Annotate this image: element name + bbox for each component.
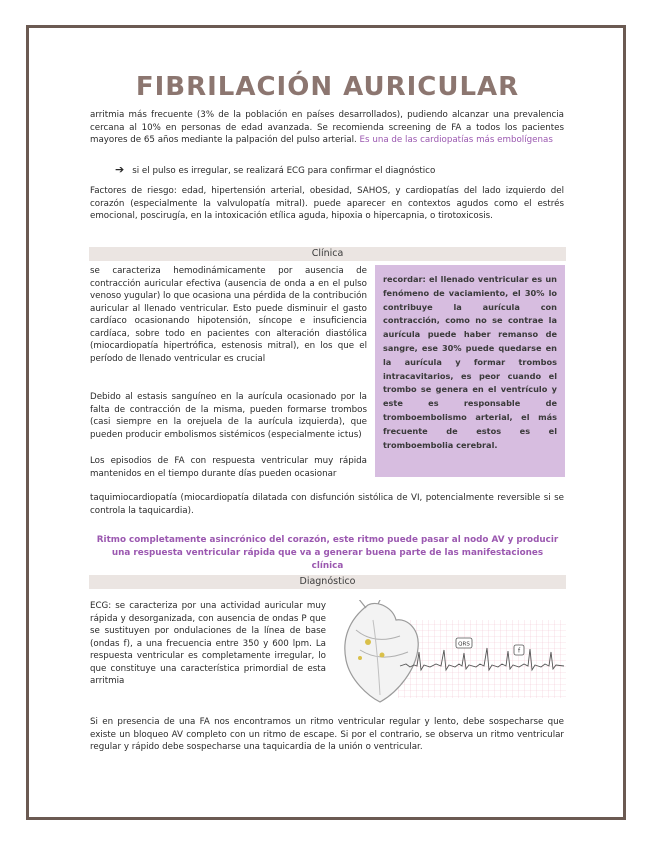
clinica-paragraph-1: se caracteriza hemodinámicamente por ausencia de contracción auricular efectiva (ausencia de onda a en el pulso venoso yugular) lo que ocasiona una pérdida de la contribución auricular al llenado ventricular. Esto puede disminuir el gasto cardíaco ocasionando hipotensión, síncope e insuficiencia cardíaca, sobre todo en pacientes con alteración diastólica (miocardiopatía hipertrófica, estenosis mitral), en los que el período de llenado ventricular es crucial	[90, 266, 367, 364]
diagnostico-paragraph-1: ECG: se caracteriza por una actividad auricular muy rápida y desorganizada, con ausencia de ondas P que se sustituyen por ondulaciones de la línea de base (ondas f), a una frecuencia entre 350 y 600 lpm. La respuesta ventricular es completamente irregular, lo que constituye una característica primordial de esta arritmia	[90, 601, 326, 686]
f-wave-label: f	[517, 647, 521, 655]
ecg-grid	[398, 620, 566, 698]
arrow-right-icon: ➔	[115, 163, 125, 176]
intro-emphasis: Es una de las cardiopatías más embolígenas	[359, 135, 553, 145]
ecg-heart-figure	[338, 600, 568, 710]
bullet-item	[115, 164, 435, 177]
clinica-paragraph-3b: taquimiocardiopatía (miocardiopatía dilatada con disfunción sistólica de VI, potencialmente reversible si se controla la taquicardia).	[90, 493, 564, 516]
section-header-diagnostico: Diagnóstico	[89, 575, 566, 589]
clinica-note-box: recordar: el llenado ventricular es un fenómeno de vaciamiento, el 30% lo contribuye la aurícula con contracción, como no se contrae la aurícula puede haber remanso de sangre, ese 30% puede quedarse en la aurícula y formar trombos intracavitarios, es peor cuando el trombo se genera en el ventrículo y este es responsable de tromboembolismo arterial, el más frecuente de estos es el tromboembolia cerebral.	[375, 265, 565, 477]
clinica-highlight: Ritmo completamente asincrónico del corazón, este ritmo puede pasar al nodo AV y producir una respuesta ventricular rápida que va a generar buena parte de las manifestaciones clínica	[96, 535, 559, 571]
page-title: FIBRILACIÓN AURICULAR	[135, 72, 520, 102]
clinica-paragraph-3a: Los episodios de FA con respuesta ventricular muy rápida mantenidos en el tiempo durante días pueden ocasionar	[90, 456, 367, 479]
section-header-clinica: Clínica	[89, 247, 566, 261]
bullet-text: si el pulso es irregular, se realizará ECG para confirmar el diagnóstico	[132, 166, 436, 176]
intro-paragraph	[90, 109, 564, 147]
ecg-heart-illustration	[338, 600, 568, 710]
qrs-label: QRS	[458, 641, 470, 648]
intro-text: arritmia más frecuente (3% de la población en países desarrollados), pudiendo alcanzar una prevalencia cercana al 10% en personas de edad avanzada. Se recomienda screening de FA a todos los pacientes mayores de 65 años mediante la palpación del pulso arterial.	[90, 110, 564, 145]
risk-factors-paragraph: Factores de riesgo: edad, hipertensión arterial, obesidad, SAHOS, y cardiopatías del lado izquierdo del corazón (especialmente la valvulopatía mitral). puede aparecer en contextos agudos como el estrés emocional, poscirugía, en la intoxicación etílica aguda, hipoxia o hipercapnia, o tirotoxicosis.	[90, 186, 564, 221]
clinica-paragraph-2: Debido al estasis sanguíneo en la aurícula ocasionado por la falta de contracción de la misma, pueden formarse trombos (casi siempre en la orejuela de la aurícula izquierda), que pueden producir embolismos sistémicos (especialmente ictus)	[90, 392, 367, 440]
diagnostico-paragraph-2: Si en presencia de una FA nos encontramos un ritmo ventricular regular y lento, debe sospecharse que existe un bloqueo AV completo con un ritmo de escape. Si por el contrario, se observa un ritmo ventricular regular y rápido debe sospecharse una taquicardia de la unión o ventricular.	[90, 717, 564, 752]
